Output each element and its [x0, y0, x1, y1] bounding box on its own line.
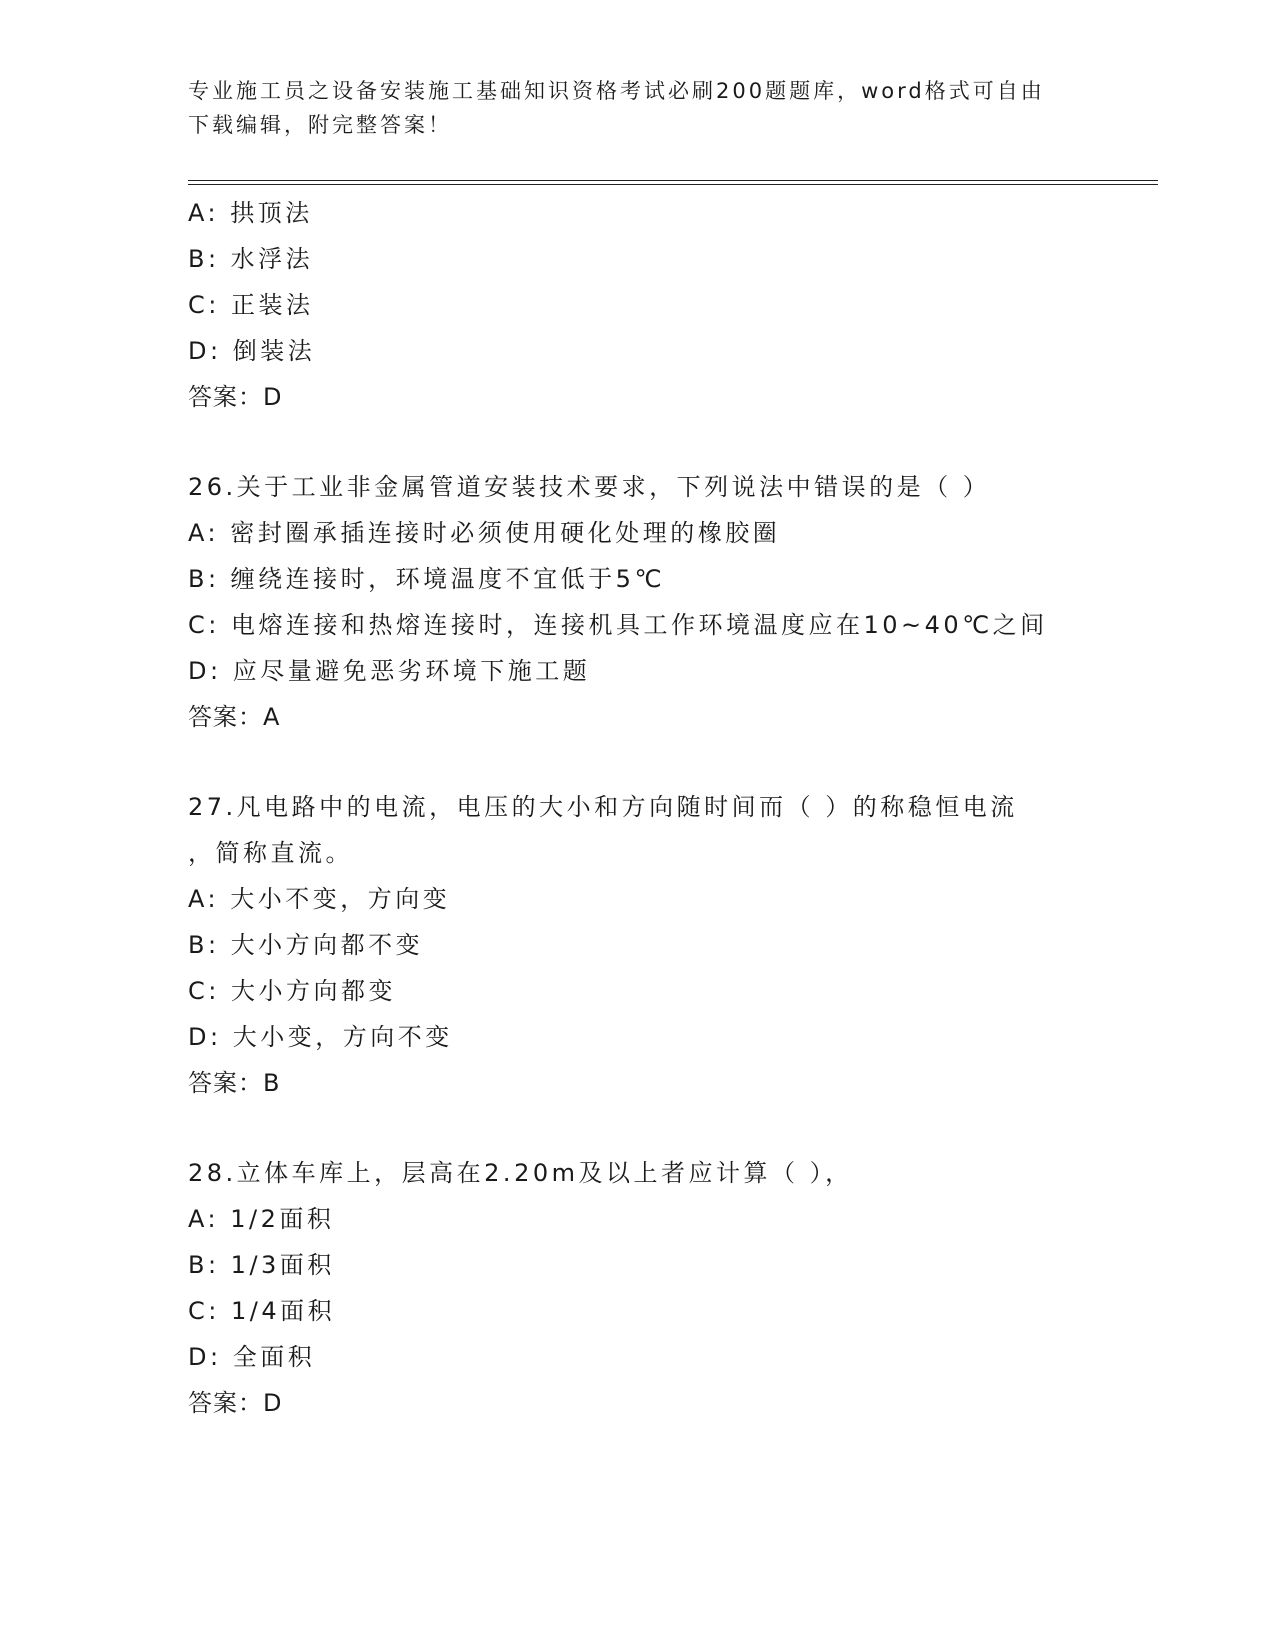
- option-d: D: 全面积: [188, 1343, 316, 1371]
- question-block: [188, 1150, 1088, 1426]
- option-a: A: 拱顶法: [188, 199, 313, 227]
- question-block-partial: [188, 190, 1088, 420]
- option-c: C: 1/4面积: [188, 1297, 336, 1325]
- option-d: D: 应尽量避免恶劣环境下施工题: [188, 657, 591, 685]
- option-b: B: 1/3面积: [188, 1251, 335, 1279]
- spacer: [188, 420, 1088, 464]
- option-d: D: 倒装法: [188, 337, 316, 365]
- option-d: D: 大小变，方向不变: [188, 1023, 453, 1051]
- option-b: B: 大小方向都不变: [188, 931, 424, 959]
- answer-text: 答案：D: [188, 1389, 283, 1417]
- answer-text: 答案：B: [188, 1069, 281, 1097]
- option-a: A: 大小不变，方向变: [188, 885, 451, 913]
- option-b: B: 水浮法: [188, 245, 314, 273]
- question-stem: 26.关于工业非金属管道安装技术要求，下列说法中错误的是（ ）: [188, 473, 991, 501]
- header-divider: [188, 180, 1158, 185]
- question-block: [188, 464, 1088, 740]
- document-header: [188, 74, 1088, 142]
- option-b: B: 缠绕连接时，环境温度不宜低于5℃: [188, 565, 665, 593]
- option-a: A: 密封圈承插连接时必须使用硬化处理的橡胶圈: [188, 519, 781, 547]
- question-stem-line-2: ，简称直流。: [188, 839, 353, 867]
- document-title-line-1: 专业施工员之设备安装施工基础知识资格考试必刷200题题库，word格式可自由: [188, 79, 1045, 103]
- answer-text: 答案：A: [188, 703, 281, 731]
- option-c: C: 大小方向都变: [188, 977, 396, 1005]
- question-block: [188, 784, 1088, 1106]
- spacer: [188, 1106, 1088, 1150]
- option-a: A: 1/2面积: [188, 1205, 335, 1233]
- question-stem: 28.立体车库上，层高在2.20m及以上者应计算（ ），: [188, 1159, 853, 1187]
- document-body: [188, 190, 1088, 1426]
- option-c: C: 电熔连接和热熔连接时，连接机具工作环境温度应在10~40℃之间: [188, 611, 1048, 639]
- spacer: [188, 740, 1088, 784]
- document-title-line-2: 下载编辑，附完整答案！: [188, 113, 452, 137]
- option-c: C: 正装法: [188, 291, 314, 319]
- answer-text: 答案：D: [188, 383, 283, 411]
- question-stem-line-1: 27.凡电路中的电流，电压的大小和方向随时间而（ ）的称稳恒电流: [188, 793, 1018, 821]
